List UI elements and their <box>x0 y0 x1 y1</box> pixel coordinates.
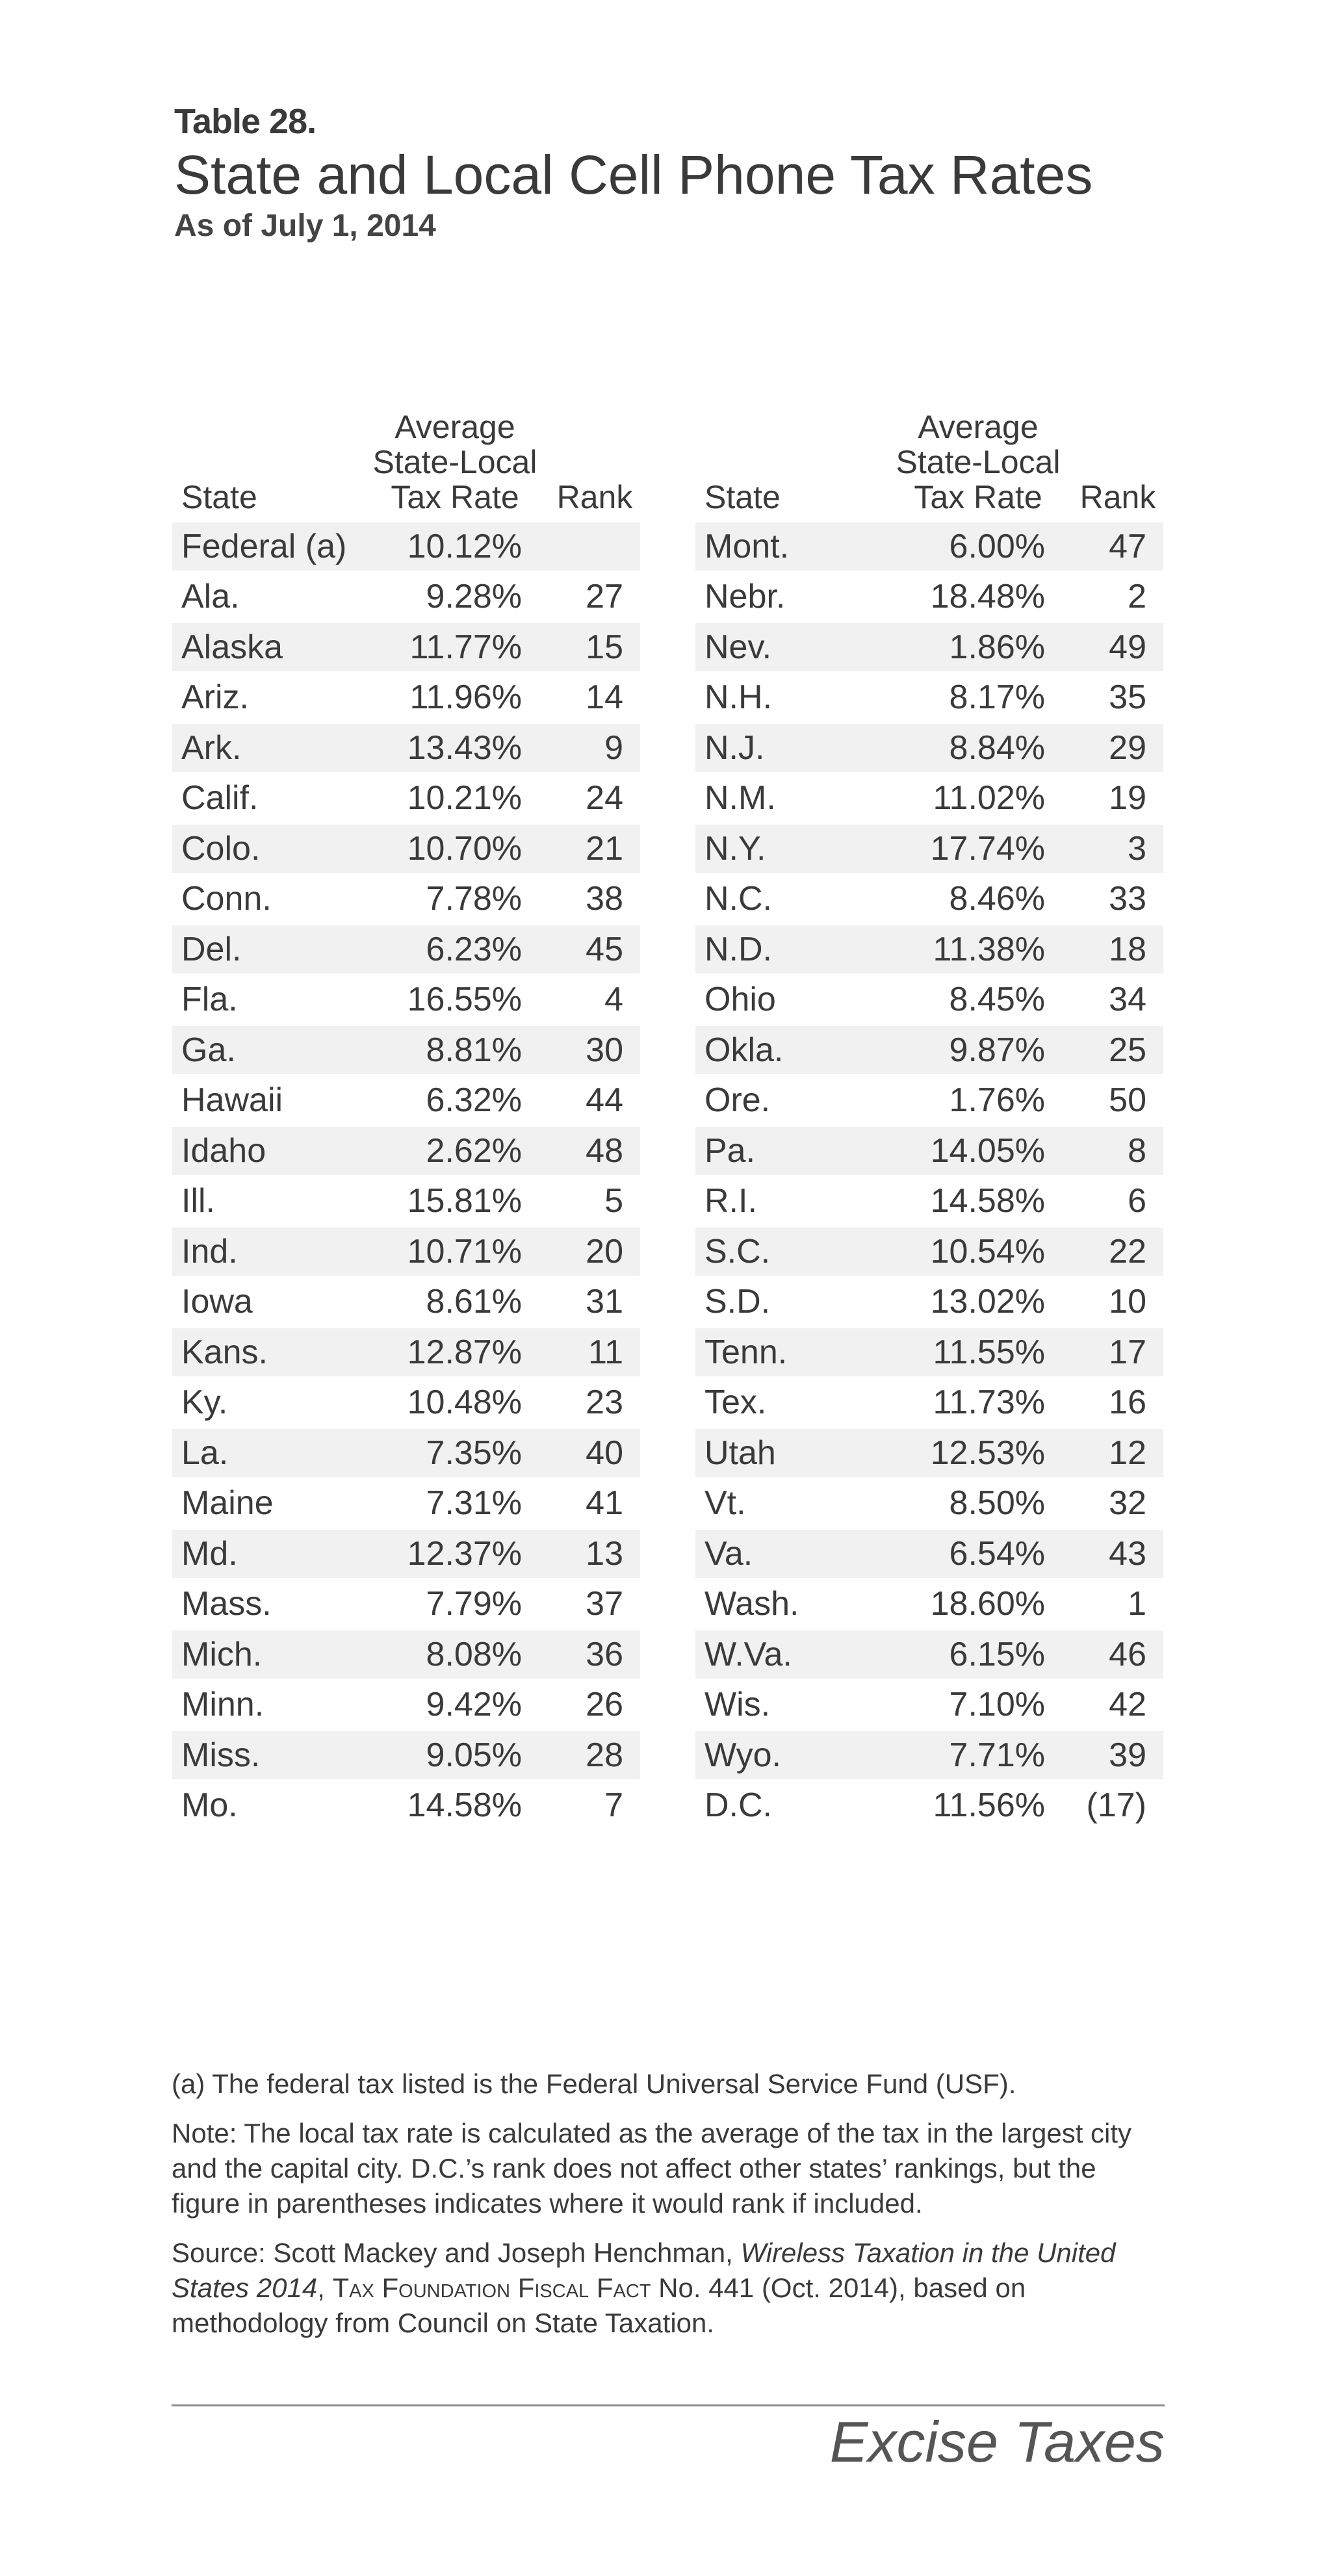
state-cell: S.D. <box>704 1283 771 1321</box>
rank-cell: 2 <box>1128 578 1146 616</box>
rank-cell: 32 <box>1109 1484 1146 1523</box>
table-row <box>695 1428 1163 1478</box>
state-cell: Ky. <box>181 1384 228 1422</box>
rate-cell: 7.79% <box>426 1585 522 1623</box>
rank-cell: 31 <box>586 1283 623 1321</box>
table-row <box>172 773 640 824</box>
rate-cell: 11.02% <box>933 779 1045 818</box>
state-cell: Maine <box>181 1484 274 1523</box>
state-cell: Okla. <box>704 1031 784 1069</box>
table-row <box>695 1176 1163 1227</box>
state-cell: R.I. <box>704 1182 757 1220</box>
rate-cell: 12.87% <box>407 1333 522 1371</box>
rate-cell: 18.60% <box>930 1585 1045 1623</box>
column-header-rate-line2: State-Local <box>372 444 537 480</box>
rate-cell: 13.02% <box>930 1283 1045 1321</box>
table-row <box>695 1277 1163 1328</box>
state-cell: Wash. <box>704 1585 799 1623</box>
column-header-rate-line3: Tax Rate <box>391 479 519 515</box>
rank-cell: 12 <box>1109 1434 1146 1472</box>
state-cell: Ill. <box>181 1182 215 1220</box>
table-row <box>172 874 640 925</box>
rate-cell: 8.46% <box>949 880 1045 918</box>
rate-cell: 13.43% <box>407 728 522 767</box>
state-cell: N.J. <box>704 728 765 767</box>
rank-cell: 45 <box>586 930 623 968</box>
table-row <box>695 521 1163 572</box>
table-row <box>172 1528 640 1579</box>
rank-cell: 46 <box>1109 1635 1146 1673</box>
state-cell: Ariz. <box>181 678 249 717</box>
state-cell: Va. <box>704 1534 753 1573</box>
state-cell: Colo. <box>181 829 261 868</box>
state-cell: Wis. <box>704 1686 771 1724</box>
table-row <box>695 773 1163 824</box>
column-header-rate-line2: State-Local <box>896 444 1061 480</box>
rate-cell: 10.48% <box>407 1384 522 1422</box>
state-cell: Ala. <box>181 578 240 616</box>
table-row <box>695 1781 1163 1830</box>
rate-cell: 11.38% <box>933 930 1045 968</box>
source-prefix: Source: Scott Mackey and Joseph Henchman, <box>172 2237 741 2268</box>
state-cell: Del. <box>181 930 242 968</box>
column-header-rate-line1: Average <box>394 409 515 445</box>
rate-cell: 7.78% <box>426 880 522 918</box>
rank-cell: 28 <box>586 1736 623 1774</box>
rank-cell: 41 <box>586 1484 623 1523</box>
table-row <box>695 1075 1163 1126</box>
table-row <box>172 673 640 723</box>
footer-rule <box>172 2404 1165 2406</box>
note-methodology: Note: The local tax rate is calculated as the average of the tax in the largest city and the capital city. D.C.’s rank does not affect other states’ rankings, but the figure in parentheses indicates where it would rank if included. <box>172 2118 1132 2219</box>
state-cell: Mo. <box>181 1786 238 1825</box>
column-header-rate-line1: Average <box>918 409 1039 445</box>
state-cell: Wyo. <box>704 1736 781 1774</box>
rank-cell: 29 <box>1109 728 1146 767</box>
rate-cell: 15.81% <box>407 1182 522 1220</box>
rate-cell: 6.15% <box>949 1635 1045 1673</box>
table-header-row <box>695 409 1163 521</box>
rate-cell: 7.71% <box>949 1736 1045 1774</box>
state-cell: S.C. <box>704 1232 771 1270</box>
rate-cell: 12.37% <box>407 1534 522 1573</box>
state-cell: Mont. <box>704 527 790 565</box>
state-cell: Ohio <box>704 981 776 1019</box>
state-cell: La. <box>181 1434 229 1472</box>
rate-cell: 11.56% <box>933 1786 1045 1825</box>
rank-cell: 3 <box>1128 829 1146 868</box>
table-row <box>695 1126 1163 1176</box>
rate-cell: 2.62% <box>426 1131 522 1170</box>
column-header-rate <box>884 409 1072 521</box>
rank-cell: 30 <box>586 1031 623 1069</box>
table-row <box>695 823 1163 874</box>
table-row <box>695 924 1163 975</box>
rank-cell: 35 <box>1109 678 1146 717</box>
state-cell: Ga. <box>181 1031 236 1069</box>
state-cell: Fla. <box>181 981 238 1019</box>
rate-cell: 7.31% <box>426 1484 522 1523</box>
rank-cell: 42 <box>1109 1686 1146 1724</box>
tax-table-left <box>172 409 640 1829</box>
state-cell: Mich. <box>181 1635 263 1673</box>
rank-cell: 17 <box>1109 1333 1146 1371</box>
rank-cell: 38 <box>586 880 623 918</box>
state-cell: Ore. <box>704 1081 771 1120</box>
rate-cell: 8.08% <box>426 1635 522 1673</box>
rank-cell: 22 <box>1109 1232 1146 1270</box>
table-row <box>695 572 1163 623</box>
rank-cell: 19 <box>1109 779 1146 818</box>
rate-cell: 11.96% <box>409 678 522 717</box>
rank-cell: 40 <box>586 1434 623 1472</box>
state-cell: N.C. <box>704 880 772 918</box>
table-row <box>695 1378 1163 1428</box>
table-row <box>172 1781 640 1830</box>
page-subtitle: As of July 1, 2014 <box>174 209 436 243</box>
table-row <box>172 1629 640 1680</box>
rate-cell: 16.55% <box>407 981 522 1019</box>
table-row <box>172 1478 640 1529</box>
rate-cell: 1.86% <box>949 628 1045 666</box>
rate-cell: 9.42% <box>426 1686 522 1724</box>
rank-cell: 43 <box>1109 1534 1146 1573</box>
state-cell: Pa. <box>704 1131 756 1170</box>
state-cell: Federal (a) <box>181 527 347 565</box>
state-cell: Tenn. <box>704 1333 788 1371</box>
rate-cell: 6.00% <box>949 527 1045 565</box>
table-row <box>695 1226 1163 1277</box>
rank-cell: 6 <box>1128 1182 1146 1220</box>
state-cell: Utah <box>704 1434 776 1472</box>
rank-cell: 15 <box>586 628 623 666</box>
table-row <box>695 1629 1163 1680</box>
rank-cell: 37 <box>586 1585 623 1623</box>
rate-cell: 8.45% <box>949 981 1045 1019</box>
rank-cell: 1 <box>1128 1585 1146 1623</box>
rank-cell: 44 <box>586 1081 623 1120</box>
state-cell: W.Va. <box>704 1635 792 1673</box>
rate-cell: 10.54% <box>930 1232 1045 1270</box>
rate-cell: 6.23% <box>426 930 522 968</box>
rate-cell: 7.10% <box>949 1686 1045 1724</box>
rate-cell: 9.05% <box>426 1736 522 1774</box>
rate-cell: 9.28% <box>426 578 522 616</box>
table-body-left <box>172 521 640 1829</box>
state-cell: N.M. <box>704 779 776 818</box>
table-row <box>695 975 1163 1025</box>
state-cell: Mass. <box>181 1585 272 1623</box>
state-cell: Nev. <box>704 628 772 666</box>
rate-cell: 8.61% <box>426 1283 522 1321</box>
state-cell: Ark. <box>181 728 242 767</box>
rank-cell: 7 <box>604 1786 623 1825</box>
table-row <box>172 1680 640 1731</box>
rate-cell: 14.58% <box>930 1182 1045 1220</box>
rate-cell: 8.84% <box>949 728 1045 767</box>
table-row <box>172 1176 640 1227</box>
rank-cell: 23 <box>586 1384 623 1422</box>
table-row <box>695 1327 1163 1378</box>
rate-cell: 6.32% <box>426 1081 522 1120</box>
rank-cell: 39 <box>1109 1736 1146 1774</box>
table-row <box>695 1579 1163 1630</box>
rank-cell: 13 <box>586 1534 623 1573</box>
rank-cell: (17) <box>1086 1786 1146 1825</box>
rank-cell: 26 <box>586 1686 623 1724</box>
rank-cell: 47 <box>1109 527 1146 565</box>
state-cell: Md. <box>181 1534 238 1573</box>
state-cell: Conn. <box>181 880 272 918</box>
note-federal: (a) The federal tax listed is the Federal Universal Service Fund (USF). <box>172 2068 1016 2099</box>
rank-cell: 5 <box>604 1182 623 1220</box>
state-cell: Idaho <box>181 1131 266 1170</box>
source-separator: , <box>317 2273 333 2303</box>
table-row <box>172 622 640 673</box>
table-row <box>172 1025 640 1075</box>
rate-cell: 17.74% <box>930 829 1045 868</box>
table-row <box>695 874 1163 925</box>
table-row <box>172 924 640 975</box>
table-row <box>695 1730 1163 1781</box>
rank-cell: 50 <box>1109 1081 1146 1120</box>
rate-cell: 1.76% <box>949 1081 1045 1120</box>
rate-cell: 7.35% <box>426 1434 522 1472</box>
rate-cell: 18.48% <box>930 578 1045 616</box>
rank-cell: 36 <box>586 1635 623 1673</box>
rank-cell: 4 <box>604 981 623 1019</box>
table-row <box>172 1378 640 1428</box>
rank-cell: 49 <box>1109 628 1146 666</box>
page-title: State and Local Cell Phone Tax Rates <box>174 144 1093 205</box>
rank-cell: 18 <box>1109 930 1146 968</box>
rank-cell <box>549 521 640 572</box>
table-body-right <box>695 521 1163 1829</box>
source-series: Tax Foundation Fiscal Fact <box>332 2273 651 2303</box>
rank-cell: 21 <box>586 829 623 868</box>
state-cell: Ind. <box>181 1232 238 1270</box>
rank-cell: 11 <box>588 1333 623 1371</box>
rate-cell: 8.81% <box>426 1031 522 1069</box>
table-row <box>172 975 640 1025</box>
rate-cell: 10.21% <box>407 779 522 818</box>
state-cell: N.D. <box>704 930 772 968</box>
state-cell: Minn. <box>181 1686 265 1724</box>
table-number: Table 28. <box>174 102 317 141</box>
table-row <box>172 1075 640 1126</box>
table-row <box>172 1277 640 1328</box>
rate-cell: 8.50% <box>949 1484 1045 1523</box>
table-row <box>695 1680 1163 1731</box>
column-header-rank: Rank <box>549 409 640 521</box>
rate-cell: 9.87% <box>949 1031 1045 1069</box>
table-row <box>172 723 640 773</box>
page-header <box>174 101 1162 245</box>
rank-cell: 33 <box>1109 880 1146 918</box>
table-row <box>172 1126 640 1176</box>
state-cell: N.Y. <box>704 829 766 868</box>
state-cell: Calif. <box>181 779 259 818</box>
state-cell: Iowa <box>181 1283 253 1321</box>
table-row <box>172 1428 640 1478</box>
tax-table-right <box>695 409 1163 1829</box>
rank-cell: 48 <box>586 1131 623 1170</box>
rate-cell: 8.17% <box>949 678 1045 717</box>
table-row <box>172 1327 640 1378</box>
rank-cell: 10 <box>1109 1283 1146 1321</box>
rank-cell: 27 <box>586 578 623 616</box>
source-suffix: No. 441 (Oct. 2014), based on methodology from Council on State Taxation. <box>172 2273 1026 2338</box>
rank-cell: 9 <box>604 728 623 767</box>
rank-cell: 20 <box>586 1232 623 1270</box>
rate-cell: 14.58% <box>407 1786 522 1825</box>
state-cell: Tex. <box>704 1384 767 1422</box>
rate-cell: 6.54% <box>949 1534 1045 1573</box>
rank-cell: 14 <box>586 678 623 717</box>
rate-cell: 11.77% <box>409 628 522 666</box>
rank-cell: 34 <box>1109 981 1146 1019</box>
rank-cell: 16 <box>1109 1384 1146 1422</box>
column-header-rate <box>361 409 549 521</box>
table-row <box>695 673 1163 723</box>
rate-cell: 11.73% <box>933 1384 1045 1422</box>
rate-cell: 11.55% <box>933 1333 1045 1371</box>
table-row <box>695 622 1163 673</box>
state-cell: Alaska <box>181 628 283 666</box>
rate-cell: 14.05% <box>930 1131 1045 1170</box>
rate-cell: 12.53% <box>930 1434 1045 1472</box>
rank-cell: 8 <box>1128 1131 1146 1170</box>
state-cell: D.C. <box>704 1786 772 1825</box>
rank-cell: 25 <box>1109 1031 1146 1069</box>
state-cell: Kans. <box>181 1333 268 1371</box>
table-row <box>172 1730 640 1781</box>
column-header-state: State <box>172 409 361 521</box>
footer-section-title: Excise Taxes <box>829 2410 1165 2474</box>
table-row <box>172 521 640 572</box>
rank-cell: 24 <box>586 779 623 818</box>
rate-cell: 10.70% <box>407 829 522 868</box>
state-cell: Hawaii <box>181 1081 283 1120</box>
column-header-state: State <box>695 409 884 521</box>
source-title: Wireless Taxation in the United States 2014 <box>172 2237 1116 2303</box>
rate-cell: 10.12% <box>407 527 522 565</box>
state-cell: Vt. <box>704 1484 746 1523</box>
note-source <box>172 2235 1163 2343</box>
table-row <box>695 723 1163 773</box>
table-header-row <box>172 409 640 521</box>
state-cell: Miss. <box>181 1736 261 1774</box>
table-row <box>172 1226 640 1277</box>
table-notes <box>172 2067 1163 2358</box>
state-cell: N.H. <box>704 678 772 717</box>
table-row <box>695 1528 1163 1579</box>
table-row <box>172 1579 640 1630</box>
table-row <box>695 1025 1163 1075</box>
table-row <box>172 823 640 874</box>
state-cell: Nebr. <box>704 578 786 616</box>
column-header-rate-line3: Tax Rate <box>914 479 1042 515</box>
table-row <box>172 572 640 623</box>
column-header-rank: Rank <box>1072 409 1163 521</box>
rate-cell: 10.71% <box>407 1232 522 1270</box>
table-row <box>695 1478 1163 1529</box>
